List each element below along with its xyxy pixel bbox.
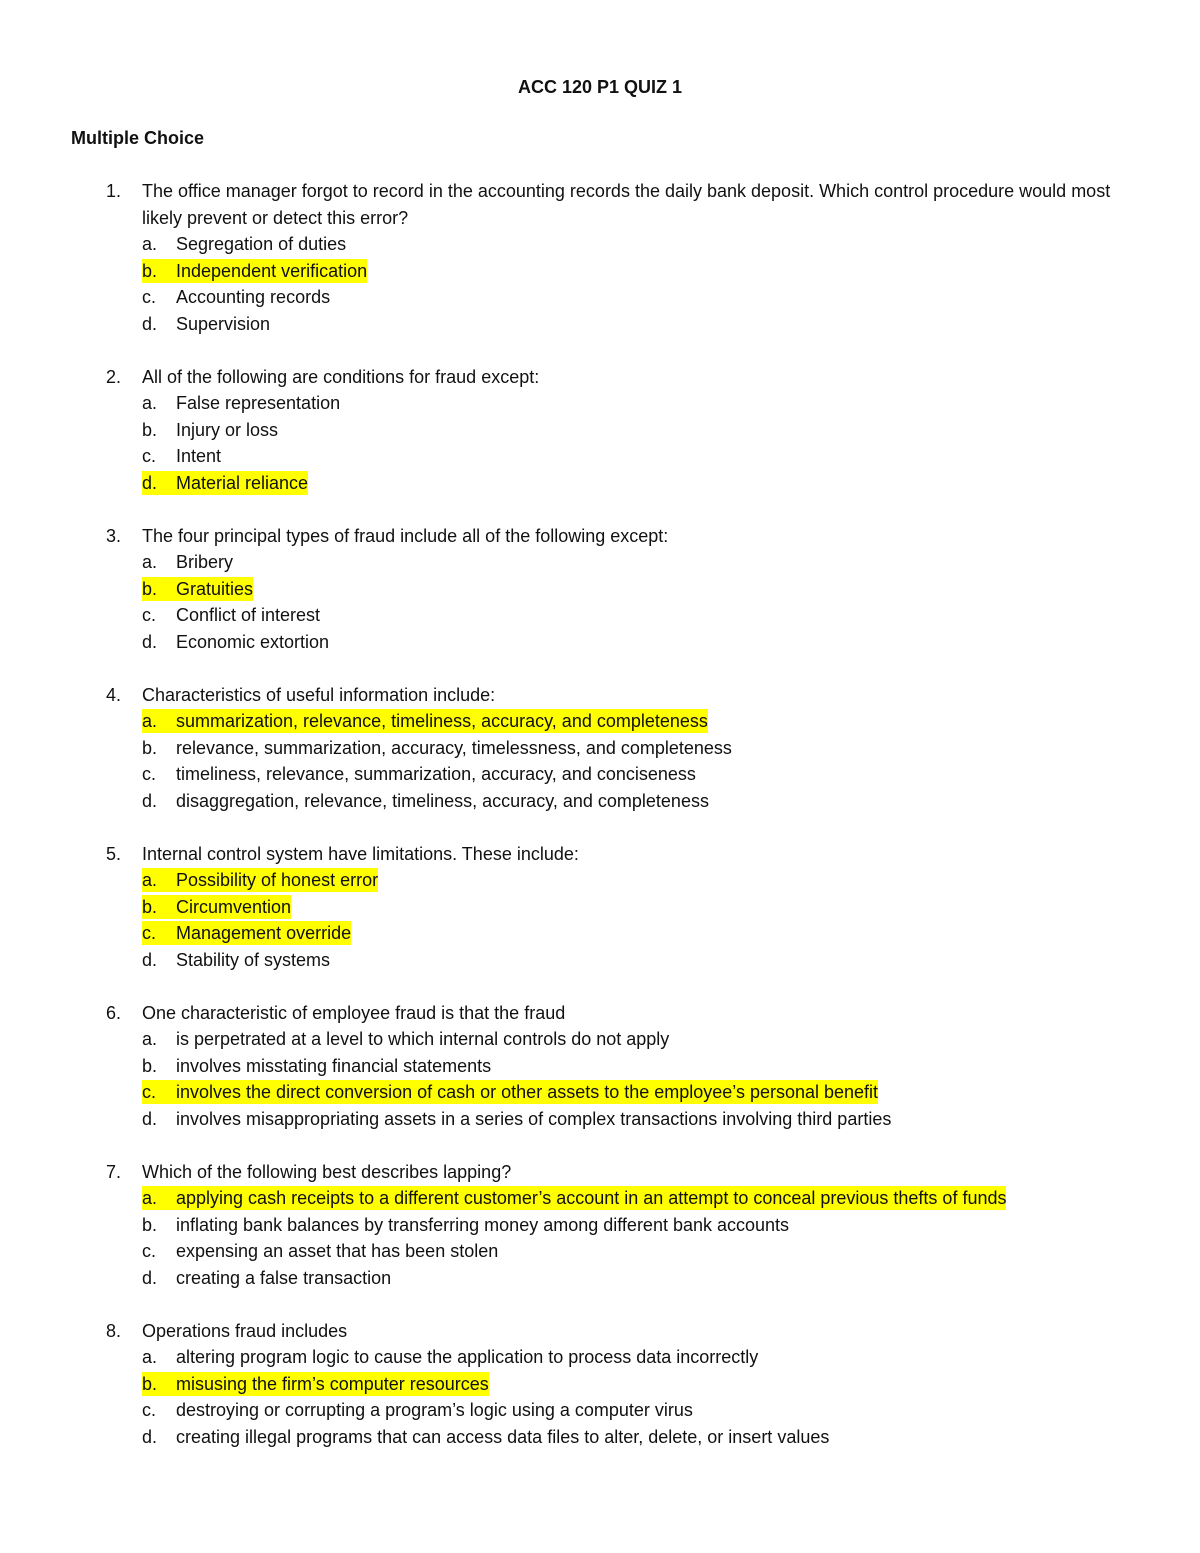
answer-option — [0, 602, 1200, 629]
question-text: One characteristic of employee fraud is that the fraud — [142, 1002, 566, 1023]
answer-option — [0, 1265, 1200, 1292]
answer-option — [0, 390, 1200, 417]
answer-line — [142, 1107, 891, 1131]
question-5 — [0, 841, 1200, 974]
question-text: All of the following are conditions for fraud except: — [142, 366, 540, 387]
option-letter: a. — [142, 1029, 158, 1049]
answer-option — [0, 258, 1200, 285]
option-text: Material reliance — [176, 472, 309, 493]
answer-line — [142, 630, 329, 654]
answer-option — [0, 1371, 1200, 1398]
answer-line — [142, 762, 696, 786]
answer-line — [142, 391, 340, 415]
option-text: Gratuities — [176, 578, 254, 599]
question-stem — [0, 523, 1200, 550]
question-8 — [0, 1318, 1200, 1451]
question-stem — [0, 1159, 1200, 1186]
option-letter: b. — [142, 419, 158, 440]
option-text: applying cash receipts to a different customer’s account in an attempt to conceal previous thefts of funds — [176, 1188, 1007, 1208]
answer-line — [142, 948, 330, 972]
option-letter: b. — [142, 260, 158, 281]
answer-line — [142, 444, 221, 468]
answer-options — [0, 1026, 1200, 1132]
option-letter: d. — [142, 1426, 158, 1447]
highlighted-answer — [142, 259, 367, 283]
option-letter: c. — [142, 1400, 157, 1420]
question-stem — [0, 682, 1200, 709]
answer-option — [0, 443, 1200, 470]
highlighted-answer — [142, 1372, 489, 1396]
answer-option — [0, 1238, 1200, 1265]
answer-option — [0, 920, 1200, 947]
highlighted-answer — [142, 921, 351, 945]
question-stem — [0, 364, 1200, 391]
answer-line — [142, 1398, 693, 1422]
answer-line — [142, 232, 346, 256]
answer-option — [0, 576, 1200, 603]
answer-line — [142, 312, 270, 336]
answer-option — [0, 1079, 1200, 1106]
answer-options — [0, 708, 1200, 814]
answer-option — [0, 1106, 1200, 1133]
answer-option — [0, 708, 1200, 735]
option-letter: b. — [142, 1214, 158, 1235]
answer-option — [0, 231, 1200, 258]
answer-option — [0, 735, 1200, 762]
answer-option — [0, 1053, 1200, 1080]
question-number: 1. — [106, 181, 122, 201]
option-text: Possibility of honest error — [176, 870, 379, 890]
answer-line — [142, 1345, 758, 1369]
question-text: Operations fraud includes — [142, 1320, 348, 1341]
option-letter: d. — [142, 949, 158, 970]
answer-option — [0, 894, 1200, 921]
question-2 — [0, 364, 1200, 497]
option-text: altering program logic to cause the application to process data incorrectly — [176, 1347, 759, 1367]
option-letter: a. — [142, 1347, 158, 1367]
question-4 — [0, 682, 1200, 815]
question-text: The office manager forgot to record in the accounting records the daily bank deposit. Which control procedure would most likely prevent or detect this error? — [142, 181, 1111, 228]
option-letter: c. — [142, 923, 157, 943]
answer-line — [142, 789, 709, 813]
option-text: creating illegal programs that can access data files to alter, delete, or insert values — [176, 1426, 830, 1447]
option-text: creating a false transaction — [176, 1267, 392, 1288]
question-stem — [0, 1318, 1200, 1345]
answer-line — [142, 1213, 789, 1237]
option-letter: a. — [142, 711, 158, 731]
question-number: 6. — [106, 1002, 122, 1023]
option-text: Conflict of interest — [176, 605, 321, 625]
highlighted-answer — [142, 471, 308, 495]
answer-options — [0, 867, 1200, 973]
answer-option — [0, 417, 1200, 444]
option-text: False representation — [176, 393, 341, 413]
answer-line — [142, 736, 732, 760]
question-list — [0, 178, 1200, 1477]
question-number: 3. — [106, 525, 122, 546]
option-text: Independent verification — [176, 260, 368, 281]
option-letter: d. — [142, 313, 158, 334]
question-text: Which of the following best describes lapping? — [142, 1161, 512, 1182]
option-text: summarization, relevance, timeliness, accuracy, and completeness — [176, 711, 708, 731]
question-stem — [0, 841, 1200, 868]
question-number: 8. — [106, 1320, 122, 1341]
answer-option — [0, 284, 1200, 311]
option-letter: c. — [142, 605, 157, 625]
option-text: Economic extortion — [176, 631, 330, 652]
question-text: Characteristics of useful information include: — [142, 684, 496, 705]
question-number: 5. — [106, 843, 122, 864]
option-letter: d. — [142, 472, 158, 493]
document-title: ACC 120 P1 QUIZ 1 — [517, 77, 683, 97]
option-letter: a. — [142, 234, 158, 254]
option-letter: a. — [142, 1188, 158, 1208]
option-text: disaggregation, relevance, timeliness, accuracy, and completeness — [176, 790, 709, 811]
option-text: Stability of systems — [176, 949, 331, 970]
option-letter: d. — [142, 631, 158, 652]
option-text: Injury or loss — [176, 419, 279, 440]
option-text: misusing the firm’s computer resources — [176, 1373, 489, 1394]
option-text: Supervision — [176, 313, 271, 334]
option-letter: b. — [142, 1055, 158, 1076]
section-heading: Multiple Choice — [71, 128, 205, 148]
option-text: Management override — [176, 923, 352, 943]
option-text: Intent — [176, 446, 222, 466]
option-letter: b. — [142, 578, 158, 599]
option-text: Accounting records — [176, 287, 331, 307]
option-letter: b. — [142, 896, 158, 917]
option-text: Circumvention — [176, 896, 292, 917]
option-text: involves misappropriating assets in a series of complex transactions involving third parties — [176, 1108, 892, 1129]
answer-line — [142, 1027, 669, 1051]
question-text: The four principal types of fraud include all of the following except: — [142, 525, 669, 546]
highlighted-answer — [142, 1186, 1006, 1210]
answer-line — [142, 1054, 491, 1078]
answer-line — [142, 603, 320, 627]
answer-option — [0, 1185, 1200, 1212]
answer-line — [142, 1239, 498, 1263]
answer-options — [0, 231, 1200, 337]
option-text: timeliness, relevance, summarization, accuracy, and conciseness — [176, 764, 696, 784]
question-stem — [0, 178, 1200, 231]
option-letter: a. — [142, 393, 158, 413]
option-letter: d. — [142, 1267, 158, 1288]
option-letter: b. — [142, 1373, 158, 1394]
question-number: 7. — [106, 1161, 122, 1182]
answer-options — [0, 1185, 1200, 1291]
answer-option — [0, 470, 1200, 497]
answer-option — [0, 549, 1200, 576]
question-number: 4. — [106, 684, 122, 705]
question-stem — [0, 1000, 1200, 1027]
option-text: is perpetrated at a level to which internal controls do not apply — [176, 1029, 670, 1049]
option-letter: b. — [142, 737, 158, 758]
option-letter: a. — [142, 870, 158, 890]
option-letter: c. — [142, 764, 157, 784]
option-letter: c. — [142, 1241, 157, 1261]
highlighted-answer — [142, 868, 378, 892]
answer-option — [0, 1026, 1200, 1053]
option-letter: d. — [142, 1108, 158, 1129]
option-text: Segregation of duties — [176, 234, 347, 254]
question-1 — [0, 178, 1200, 337]
answer-options — [0, 549, 1200, 655]
answer-option — [0, 788, 1200, 815]
answer-option — [0, 1397, 1200, 1424]
option-letter: a. — [142, 552, 158, 572]
answer-option — [0, 947, 1200, 974]
option-text: relevance, summarization, accuracy, timelessness, and completeness — [176, 737, 732, 758]
option-text: Bribery — [176, 552, 234, 572]
answer-option — [0, 311, 1200, 338]
option-letter: c. — [142, 1082, 157, 1102]
answer-option — [0, 1344, 1200, 1371]
option-letter: c. — [142, 446, 157, 466]
answer-option — [0, 1424, 1200, 1451]
option-text: destroying or corrupting a program’s logic using a computer virus — [176, 1400, 693, 1420]
question-7 — [0, 1159, 1200, 1292]
highlighted-answer — [142, 577, 253, 601]
highlighted-answer — [142, 1080, 878, 1104]
option-letter: c. — [142, 287, 157, 307]
answer-option — [0, 867, 1200, 894]
option-text: involves misstating financial statements — [176, 1055, 492, 1076]
answer-line — [142, 1425, 829, 1449]
question-6 — [0, 1000, 1200, 1133]
answer-line — [142, 418, 278, 442]
highlighted-answer — [142, 709, 708, 733]
question-number: 2. — [106, 366, 122, 387]
answer-option — [0, 761, 1200, 788]
highlighted-answer — [142, 895, 291, 919]
option-text: involves the direct conversion of cash or other assets to the employee’s personal benefit — [176, 1082, 879, 1102]
answer-line — [142, 285, 330, 309]
answer-options — [0, 390, 1200, 496]
answer-line — [142, 1266, 391, 1290]
option-text: expensing an asset that has been stolen — [176, 1241, 499, 1261]
option-letter: d. — [142, 790, 158, 811]
answer-options — [0, 1344, 1200, 1450]
option-text: inflating bank balances by transferring money among different bank accounts — [176, 1214, 790, 1235]
answer-option — [0, 629, 1200, 656]
answer-option — [0, 1212, 1200, 1239]
question-3 — [0, 523, 1200, 656]
question-text: Internal control system have limitations. These include: — [142, 843, 579, 864]
answer-line — [142, 550, 233, 574]
